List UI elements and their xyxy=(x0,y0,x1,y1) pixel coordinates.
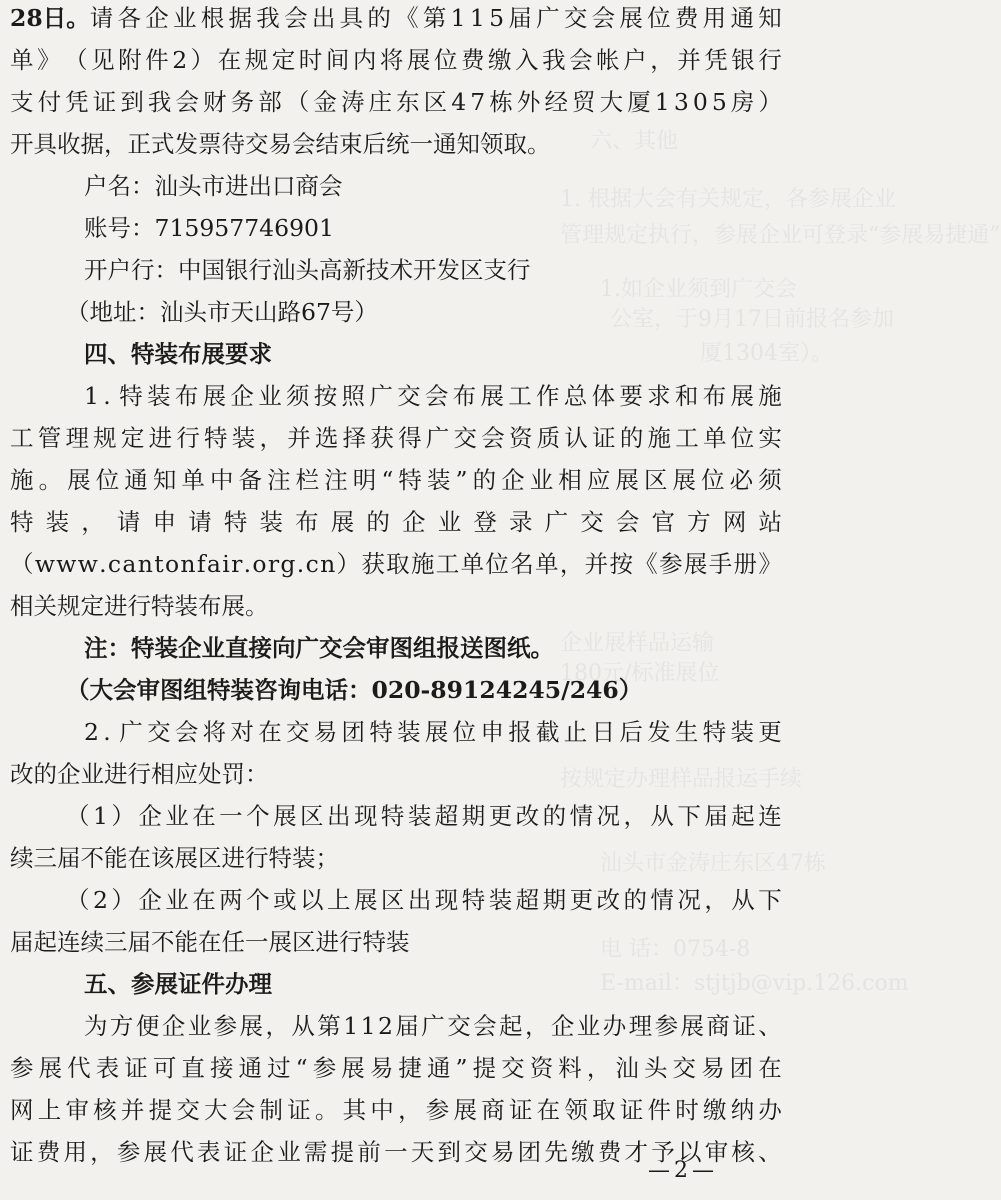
bleed-line: 180元/标准展位 xyxy=(560,661,720,686)
account-number: 账号：715957746901 xyxy=(84,214,334,242)
consult-phone-line: （大会审图组特装咨询电话：020-89124245/246） xyxy=(66,676,643,704)
body-line xyxy=(66,884,782,916)
body-line xyxy=(10,422,782,454)
page-number: —2— xyxy=(648,1158,718,1183)
body-line xyxy=(84,716,782,748)
body-text: 1 . 特 装 布 展 企 业 须 按 照 广 交 会 布 展 工 作 总 体 要 求 和 布 展 施 xyxy=(84,382,782,410)
body-line: 届起连续三届不能在任一展区进行特装 xyxy=(10,928,410,956)
body-line xyxy=(10,1094,782,1126)
bleed-line: 管理规定执行，参展企业可登录“参展易捷通” xyxy=(560,223,1001,248)
bleed-line: 厦1304室）。 xyxy=(700,341,833,366)
body-text: 工 管 理 规 定 进 行 特 装 ， 并 选 择 获 得 广 交 会 资 质 认 证 的 施 工 单 位 实 xyxy=(10,424,782,452)
bleed-line: 公室，于9月17日前报名参加 xyxy=(610,307,894,332)
body-text: 参 展 代 表 证 可 直 接 通 过 “ 参 展 易 捷 通 ” 提 交 资 料 ， 汕 头 交 易 团 在 xyxy=(10,1054,782,1082)
body-text: 施 。 展 位 通 知 单 中 备 注 栏 注 明 “ 特 装 ” 的 企 业 相 应 展 区 展 位 必 须 xyxy=(10,466,782,494)
bleed-line: 电 话：0754-8 xyxy=(600,937,751,962)
body-line xyxy=(10,86,782,118)
bleed-line: 汕头市金涛庄东区47栋 xyxy=(600,851,826,876)
line-rest: 请 各 企 业 根 据 我 会 出 具 的 《 第 1 1 5 届 广 交 会 展 位 费 用 通 知 xyxy=(89,4,782,32)
body-line: 相关规定进行特装布展。 xyxy=(10,592,269,620)
body-text: 支 付 凭 证 到 我 会 财 务 部 （ 金 涛 庄 东 区 4 7 栋 外 经 贸 大 厦 1 3 0 5 房 ） xyxy=(10,88,782,116)
note-line: 注：特装企业直接向广交会审图组报送图纸。 xyxy=(84,634,554,662)
body-text: 网 上 审 核 并 提 交 大 会 制 证 。 其 中 ， 参 展 商 证 在 领 取 证 件 时 缴 纳 办 xyxy=(10,1096,782,1124)
date-fragment: 28日。 xyxy=(10,4,90,32)
body-text: 特 装 ， 请 申 请 特 装 布 展 的 企 业 登 录 广 交 会 官 方 网 站 xyxy=(10,508,782,536)
website-line: （ w w w . c a n t o n f a i r . o r g . c n ） 获 取 施 工 单 位 名 单 ， 并 按 《 参 展 手 册 》 xyxy=(10,550,782,578)
body-line: 改的企业进行相应处罚： xyxy=(10,760,269,788)
bank-address: （地址：汕头市天山路67号） xyxy=(66,298,378,326)
bleed-line: 企业展样品运输 xyxy=(560,631,715,656)
body-text: （ 1 ） 企 业 在 一 个 展 区 出 现 特 装 超 期 更 改 的 情 况 ， 从 下 届 起 连 xyxy=(66,802,782,830)
body-line xyxy=(84,1010,782,1042)
bleed-line: 1. 根据大会有关规定，各参展企业 xyxy=(560,187,896,212)
body-text: （ 2 ） 企 业 在 两 个 或 以 上 展 区 出 现 特 装 超 期 更 改 的 情 况 ， 从 下 xyxy=(66,886,782,914)
body-line: 开具收据，正式发票待交易会结束后统一通知领取。 xyxy=(10,130,551,158)
body-text: 证 费 用 ， 参 展 代 表 证 企 业 需 提 前 一 天 到 交 易 团 先 缴 费 才 予 以 审 核 、 xyxy=(10,1138,782,1166)
body-line xyxy=(66,800,782,832)
body-line: 续三届不能在该展区进行特装； xyxy=(10,844,339,872)
body-text: 单 》 （ 见 附 件 2 ） 在 规 定 时 间 内 将 展 位 费 缴 入 我 会 帐 户 ， 并 凭 银 行 xyxy=(10,46,782,74)
bleed-line: E-mail：stjtjb@vip.126.com xyxy=(600,971,909,996)
section-heading: 五、参展证件办理 xyxy=(84,970,272,998)
bank-name: 开户行：中国银行汕头高新技术开发区支行 xyxy=(84,256,531,284)
body-line xyxy=(84,380,782,412)
account-name: 户名：汕头市进出口商会 xyxy=(84,172,343,200)
bleed-line: 六、其他 xyxy=(590,129,679,154)
body-text: 为 方 便 企 业 参 展 ， 从 第 1 1 2 届 广 交 会 起 ， 企 业 办 理 参 展 商 证 、 xyxy=(84,1012,782,1040)
body-line xyxy=(10,464,782,496)
body-line xyxy=(10,548,782,580)
bleed-line: 按规定办理样品报运手续 xyxy=(560,767,803,792)
body-line xyxy=(10,506,782,538)
bleed-line: 1.如企业须到广交会 xyxy=(600,277,797,302)
section-heading: 四、特装布展要求 xyxy=(84,340,272,368)
body-line xyxy=(10,1052,782,1084)
body-text: 2 . 广 交 会 将 对 在 交 易 团 特 装 展 位 申 报 截 止 日 后 发 生 特 装 更 xyxy=(84,718,782,746)
body-line xyxy=(10,44,782,76)
body-line xyxy=(10,2,782,34)
